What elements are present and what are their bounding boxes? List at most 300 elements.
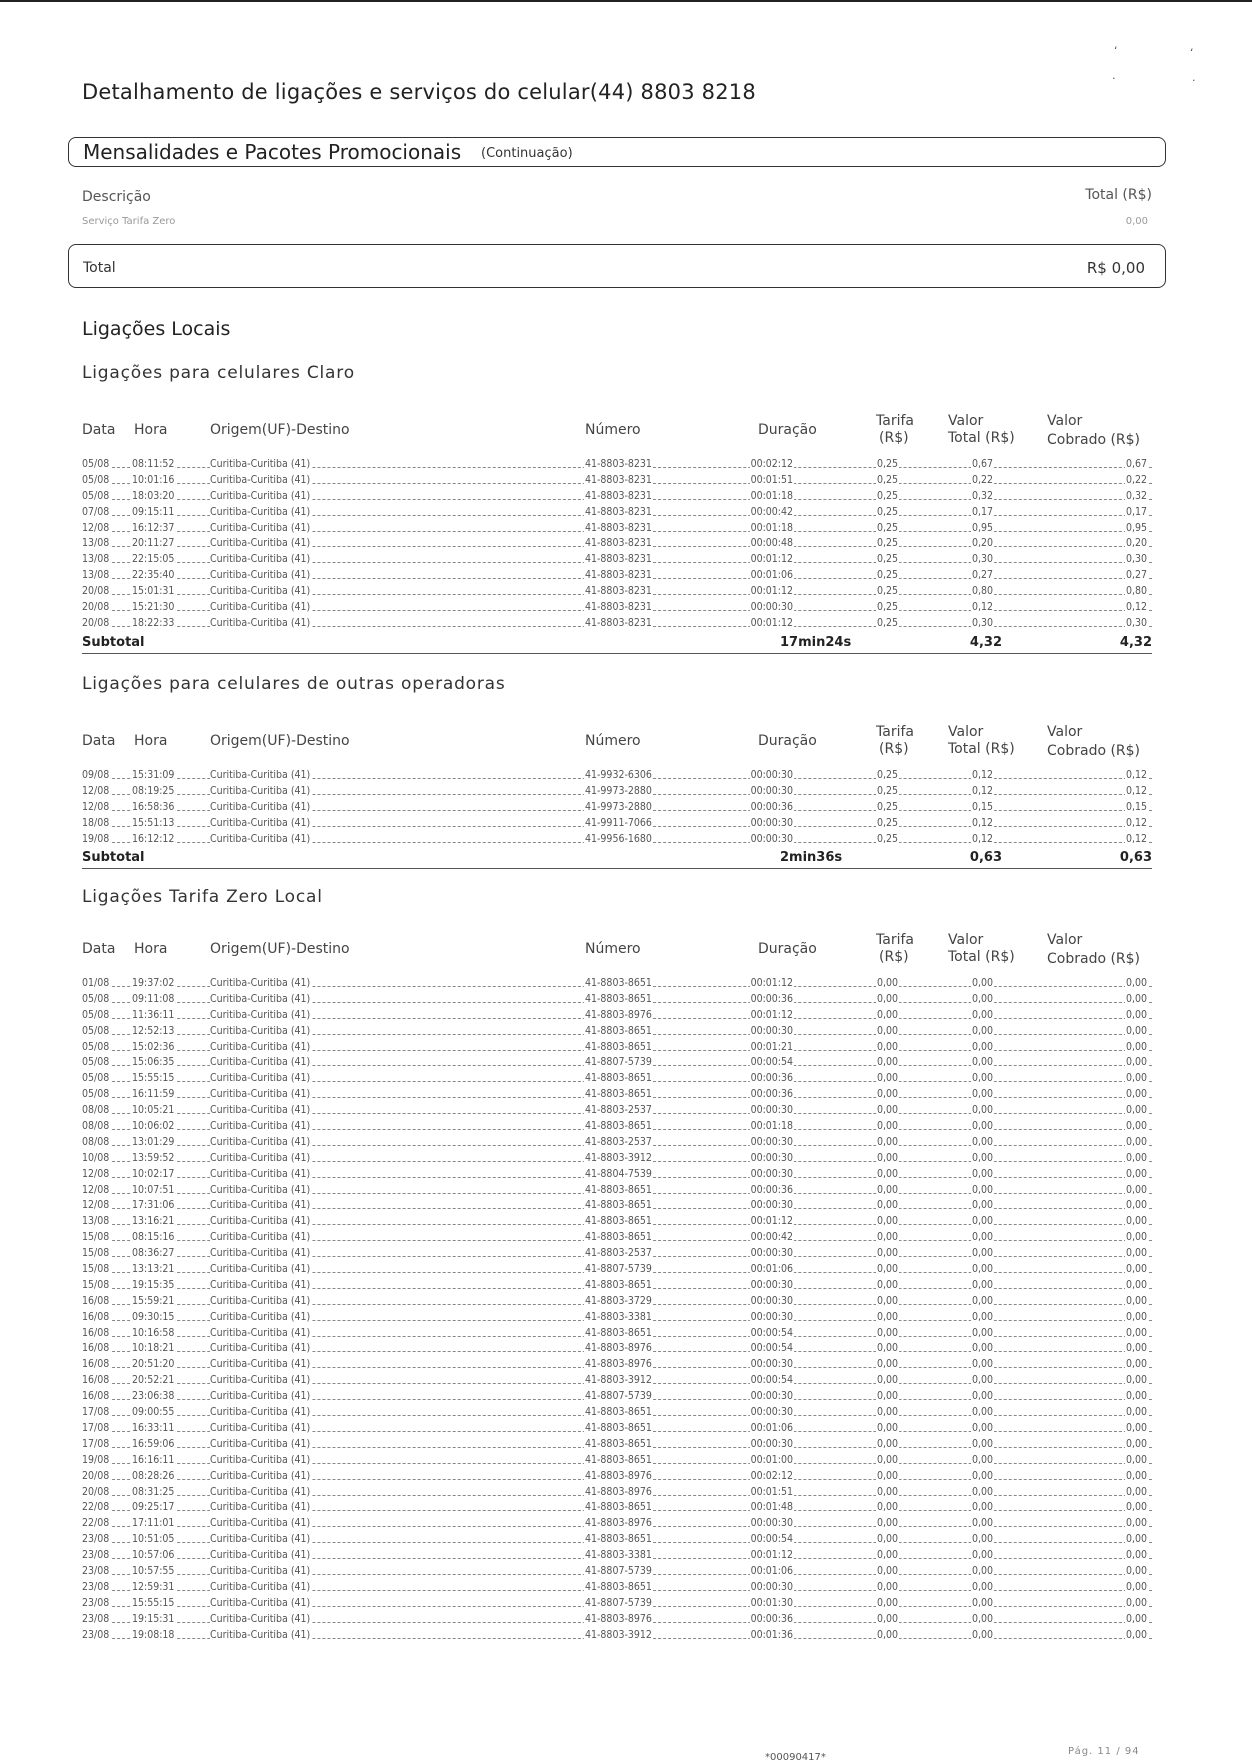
cell-charged-value: 0,00 bbox=[1125, 1596, 1147, 1609]
cell-time: 15:55:15 bbox=[132, 1072, 175, 1085]
cell-duration: 00:02:12 bbox=[750, 1469, 793, 1482]
cell-charged-value: 0,00 bbox=[1125, 1612, 1147, 1625]
cell-number: 41-8803-8651 bbox=[585, 1231, 652, 1244]
subtotal-row bbox=[82, 846, 1152, 869]
table-row bbox=[82, 1579, 1152, 1595]
cell-date: 16/08 bbox=[82, 1326, 110, 1339]
cell-number: 41-8803-8651 bbox=[585, 1501, 652, 1514]
cell-origin-destination: Curitiba-Curitiba (41) bbox=[210, 1342, 311, 1355]
cell-time: 09:25:17 bbox=[132, 1501, 175, 1514]
cell-total-value: 0,00 bbox=[971, 1104, 993, 1117]
cell-charged-value: 0,00 bbox=[1125, 1580, 1147, 1593]
cell-rate: 0,25 bbox=[877, 505, 899, 518]
cell-charged-value: 0,00 bbox=[1125, 1072, 1147, 1085]
cell-date: 19/08 bbox=[82, 832, 110, 845]
cell-total-value: 0,00 bbox=[971, 1406, 993, 1419]
cell-total-value: 0,00 bbox=[971, 1072, 993, 1085]
column-header-tarifa2: (R$) bbox=[879, 430, 909, 446]
cell-origin-destination: Curitiba-Curitiba (41) bbox=[210, 1358, 311, 1371]
cell-origin-destination: Curitiba-Curitiba (41) bbox=[210, 1135, 311, 1148]
total-column-label: Total (R$) bbox=[1085, 187, 1152, 203]
cell-charged-value: 0,80 bbox=[1125, 585, 1147, 598]
cell-origin-destination: Curitiba-Curitiba (41) bbox=[210, 1421, 311, 1434]
cell-rate: 0,00 bbox=[877, 977, 899, 989]
cell-total-value: 0,00 bbox=[971, 1120, 993, 1133]
cell-date: 05/08 bbox=[82, 1056, 110, 1069]
cell-number: 41-8803-8651 bbox=[585, 1406, 652, 1419]
cell-origin-destination: Curitiba-Curitiba (41) bbox=[210, 769, 311, 781]
cell-total-value: 0,00 bbox=[971, 1088, 993, 1101]
cell-date: 10/08 bbox=[82, 1151, 110, 1164]
cell-charged-value: 0,00 bbox=[1125, 1406, 1147, 1419]
cell-charged-value: 0,00 bbox=[1125, 1437, 1147, 1450]
cell-date: 05/08 bbox=[82, 473, 110, 486]
table-row bbox=[82, 504, 1152, 520]
cell-charged-value: 0,00 bbox=[1125, 1564, 1147, 1577]
cell-total-value: 0,00 bbox=[971, 1501, 993, 1514]
cell-rate: 0,00 bbox=[877, 1374, 899, 1387]
cell-origin-destination: Curitiba-Curitiba (41) bbox=[210, 616, 311, 629]
cell-total-value: 0,00 bbox=[971, 1008, 993, 1021]
table-row bbox=[82, 1229, 1152, 1245]
cell-total-value: 0,00 bbox=[971, 1294, 993, 1307]
cell-charged-value: 0,00 bbox=[1125, 992, 1147, 1005]
cell-time: 15:02:36 bbox=[132, 1040, 175, 1053]
cell-charged-value: 0,00 bbox=[1125, 1342, 1147, 1355]
cell-charged-value: 0,00 bbox=[1125, 1183, 1147, 1196]
cell-total-value: 0,00 bbox=[971, 1390, 993, 1403]
cell-date: 12/08 bbox=[82, 800, 110, 813]
cell-charged-value: 0,00 bbox=[1125, 1167, 1147, 1180]
table-row bbox=[82, 1547, 1152, 1563]
table-header bbox=[82, 721, 1152, 767]
cell-number: 41-8803-8651 bbox=[585, 992, 652, 1005]
cell-number: 41-8803-3912 bbox=[585, 1151, 652, 1164]
table-row bbox=[82, 1325, 1152, 1341]
column-header-duracao: Duração bbox=[758, 733, 817, 749]
cell-time: 16:12:37 bbox=[132, 521, 175, 534]
table-row bbox=[82, 783, 1152, 799]
table-row bbox=[82, 567, 1152, 583]
cell-rate: 0,00 bbox=[877, 1421, 899, 1434]
cell-rate: 0,00 bbox=[877, 1612, 899, 1625]
cell-rate: 0,25 bbox=[877, 800, 899, 813]
cell-rate: 0,00 bbox=[877, 1564, 899, 1577]
cell-origin-destination: Curitiba-Curitiba (41) bbox=[210, 800, 311, 813]
cell-total-value: 0,12 bbox=[971, 769, 993, 781]
cell-origin-destination: Curitiba-Curitiba (41) bbox=[210, 537, 311, 550]
page-number: Pág. 11 / 94 bbox=[1068, 1746, 1140, 1757]
cell-total-value: 0,22 bbox=[971, 473, 993, 486]
table-row bbox=[82, 1595, 1152, 1611]
cell-time: 10:07:51 bbox=[132, 1183, 175, 1196]
cell-charged-value: 0,00 bbox=[1125, 1358, 1147, 1371]
cell-origin-destination: Curitiba-Curitiba (41) bbox=[210, 521, 311, 534]
cell-duration: 00:00:30 bbox=[750, 1437, 793, 1450]
cell-charged-value: 0,00 bbox=[1125, 1326, 1147, 1339]
cell-date: 12/08 bbox=[82, 1183, 110, 1196]
section-title-outras: Ligações para celulares de outras operadoras bbox=[82, 674, 506, 694]
cell-charged-value: 0,00 bbox=[1125, 1215, 1147, 1228]
cell-date: 09/08 bbox=[82, 769, 110, 781]
cell-number: 41-8803-8651 bbox=[585, 1024, 652, 1037]
cell-number: 41-8803-8651 bbox=[585, 1533, 652, 1546]
cell-charged-value: 0,00 bbox=[1125, 1517, 1147, 1530]
cell-total-value: 0,00 bbox=[971, 1263, 993, 1276]
cell-date: 08/08 bbox=[82, 1135, 110, 1148]
cell-origin-destination: Curitiba-Curitiba (41) bbox=[210, 1437, 311, 1450]
cell-date: 23/08 bbox=[82, 1628, 110, 1641]
cell-number: 41-9911-7066 bbox=[585, 816, 652, 829]
cell-total-value: 0,00 bbox=[971, 1310, 993, 1323]
cell-charged-value: 0,12 bbox=[1125, 816, 1147, 829]
cell-duration: 00:00:30 bbox=[750, 1294, 793, 1307]
cell-total-value: 0,00 bbox=[971, 1469, 993, 1482]
cell-total-value: 0,00 bbox=[971, 1421, 993, 1434]
cell-origin-destination: Curitiba-Curitiba (41) bbox=[210, 992, 311, 1005]
cell-duration: 00:01:12 bbox=[750, 1008, 793, 1021]
cell-rate: 0,25 bbox=[877, 569, 899, 582]
cell-total-value: 0,00 bbox=[971, 992, 993, 1005]
column-header-tarifa1: Tarifa bbox=[876, 724, 914, 740]
cell-number: 41-8803-8651 bbox=[585, 1453, 652, 1466]
cell-origin-destination: Curitiba-Curitiba (41) bbox=[210, 1628, 311, 1641]
cell-rate: 0,00 bbox=[877, 1437, 899, 1450]
cell-rate: 0,00 bbox=[877, 1151, 899, 1164]
cell-number: 41-8803-8231 bbox=[585, 553, 652, 566]
cell-number: 41-8803-8976 bbox=[585, 1342, 652, 1355]
cell-total-value: 0,15 bbox=[971, 800, 993, 813]
cell-number: 41-9973-2880 bbox=[585, 800, 652, 813]
cell-origin-destination: Curitiba-Curitiba (41) bbox=[210, 1294, 311, 1307]
column-header-data: Data bbox=[82, 422, 116, 438]
cell-total-value: 0,00 bbox=[971, 1167, 993, 1180]
cell-number: 41-8803-8651 bbox=[585, 1120, 652, 1133]
cell-total-value: 0,12 bbox=[971, 601, 993, 614]
cell-rate: 0,25 bbox=[877, 816, 899, 829]
cell-rate: 0,00 bbox=[877, 1580, 899, 1593]
cell-number: 41-8807-5739 bbox=[585, 1056, 652, 1069]
cell-charged-value: 0,00 bbox=[1125, 1421, 1147, 1434]
cell-date: 07/08 bbox=[82, 505, 110, 518]
cell-duration: 00:00:30 bbox=[750, 769, 793, 781]
column-header-vt2: Total (R$) bbox=[948, 430, 1015, 446]
cell-duration: 00:01:12 bbox=[750, 977, 793, 989]
cell-duration: 00:00:54 bbox=[750, 1533, 793, 1546]
cell-charged-value: 0,12 bbox=[1125, 601, 1147, 614]
top-edge-rule bbox=[0, 0, 1252, 2]
subtotal-duration: 17min24s bbox=[780, 634, 852, 650]
cell-time: 16:16:11 bbox=[132, 1453, 175, 1466]
cell-time: 20:11:27 bbox=[132, 537, 175, 550]
cell-duration: 00:00:54 bbox=[750, 1374, 793, 1387]
cell-number: 41-8803-8651 bbox=[585, 977, 652, 989]
cell-duration: 00:00:30 bbox=[750, 784, 793, 797]
cell-rate: 0,25 bbox=[877, 616, 899, 629]
cell-origin-destination: Curitiba-Curitiba (41) bbox=[210, 1501, 311, 1514]
cell-date: 08/08 bbox=[82, 1104, 110, 1117]
cell-rate: 0,25 bbox=[877, 553, 899, 566]
cell-total-value: 0,12 bbox=[971, 816, 993, 829]
cell-date: 20/08 bbox=[82, 616, 110, 629]
cell-number: 41-8803-8976 bbox=[585, 1485, 652, 1498]
cell-charged-value: 0,27 bbox=[1125, 569, 1147, 582]
cell-duration: 00:00:30 bbox=[750, 601, 793, 614]
table-row bbox=[82, 1436, 1152, 1452]
cell-charged-value: 0,00 bbox=[1125, 1151, 1147, 1164]
table-row bbox=[82, 975, 1152, 991]
column-header-duracao: Duração bbox=[758, 941, 817, 957]
column-header-vt1: Valor bbox=[948, 932, 984, 948]
cell-date: 19/08 bbox=[82, 1453, 110, 1466]
cell-rate: 0,25 bbox=[877, 489, 899, 502]
cell-charged-value: 0,00 bbox=[1125, 1310, 1147, 1323]
table-row bbox=[82, 1309, 1152, 1325]
cell-origin-destination: Curitiba-Curitiba (41) bbox=[210, 1072, 311, 1085]
cell-charged-value: 0,00 bbox=[1125, 1088, 1147, 1101]
cell-total-value: 0,32 bbox=[971, 489, 993, 502]
cell-date: 17/08 bbox=[82, 1421, 110, 1434]
cell-rate: 0,00 bbox=[877, 1072, 899, 1085]
table-row bbox=[82, 1054, 1152, 1070]
cell-time: 16:12:12 bbox=[132, 832, 175, 845]
cell-number: 41-8803-8231 bbox=[585, 601, 652, 614]
cell-duration: 00:01:06 bbox=[750, 1564, 793, 1577]
cell-rate: 0,00 bbox=[877, 1278, 899, 1291]
cell-origin-destination: Curitiba-Curitiba (41) bbox=[210, 601, 311, 614]
cell-duration: 00:01:51 bbox=[750, 473, 793, 486]
cell-origin-destination: Curitiba-Curitiba (41) bbox=[210, 1088, 311, 1101]
table-row bbox=[82, 991, 1152, 1007]
cell-charged-value: 0,00 bbox=[1125, 1231, 1147, 1244]
cell-origin-destination: Curitiba-Curitiba (41) bbox=[210, 1040, 311, 1053]
cell-number: 41-9956-1680 bbox=[585, 832, 652, 845]
cell-number: 41-8803-8651 bbox=[585, 1437, 652, 1450]
cell-number: 41-8803-8651 bbox=[585, 1183, 652, 1196]
cell-rate: 0,00 bbox=[877, 1024, 899, 1037]
table-row bbox=[82, 1388, 1152, 1404]
cell-time: 10:51:05 bbox=[132, 1533, 175, 1546]
cell-date: 13/08 bbox=[82, 569, 110, 582]
cell-rate: 0,00 bbox=[877, 1199, 899, 1212]
cell-number: 41-8803-8976 bbox=[585, 1008, 652, 1021]
cell-total-value: 0,00 bbox=[971, 1326, 993, 1339]
column-header-vt2: Total (R$) bbox=[948, 949, 1015, 965]
cell-duration: 00:00:48 bbox=[750, 537, 793, 550]
cell-rate: 0,25 bbox=[877, 601, 899, 614]
section-title-claro: Ligações para celulares Claro bbox=[82, 363, 355, 383]
cell-number: 41-8803-2537 bbox=[585, 1135, 652, 1148]
cell-rate: 0,00 bbox=[877, 1358, 899, 1371]
table-row bbox=[82, 615, 1152, 631]
table-row bbox=[82, 583, 1152, 599]
cell-total-value: 0,00 bbox=[971, 1437, 993, 1450]
cell-number: 41-8803-3381 bbox=[585, 1310, 652, 1323]
cell-time: 11:36:11 bbox=[132, 1008, 175, 1021]
cell-origin-destination: Curitiba-Curitiba (41) bbox=[210, 1167, 311, 1180]
cell-number: 41-8803-8231 bbox=[585, 616, 652, 629]
cell-time: 13:59:52 bbox=[132, 1151, 175, 1164]
cell-date: 22/08 bbox=[82, 1517, 110, 1530]
cell-number: 41-8803-8976 bbox=[585, 1358, 652, 1371]
table-row bbox=[82, 1182, 1152, 1198]
cell-time: 08:15:16 bbox=[132, 1231, 175, 1244]
cell-origin-destination: Curitiba-Curitiba (41) bbox=[210, 473, 311, 486]
table-header bbox=[82, 929, 1152, 975]
cell-rate: 0,25 bbox=[877, 585, 899, 598]
cell-duration: 00:00:36 bbox=[750, 1088, 793, 1101]
cell-total-value: 0,00 bbox=[971, 1580, 993, 1593]
cell-time: 20:51:20 bbox=[132, 1358, 175, 1371]
cell-date: 01/08 bbox=[82, 977, 110, 989]
cell-duration: 00:00:36 bbox=[750, 992, 793, 1005]
cell-duration: 00:00:54 bbox=[750, 1056, 793, 1069]
description-column-label: Descrição bbox=[82, 189, 151, 205]
cell-rate: 0,00 bbox=[877, 1390, 899, 1403]
cell-date: 23/08 bbox=[82, 1549, 110, 1562]
cell-time: 12:59:31 bbox=[132, 1580, 175, 1593]
cell-duration: 00:01:12 bbox=[750, 1549, 793, 1562]
cell-total-value: 0,20 bbox=[971, 537, 993, 550]
cell-time: 22:15:05 bbox=[132, 553, 175, 566]
cell-rate: 0,25 bbox=[877, 769, 899, 781]
cell-duration: 00:00:54 bbox=[750, 1326, 793, 1339]
cell-total-value: 0,00 bbox=[971, 1374, 993, 1387]
cell-charged-value: 0,67 bbox=[1125, 458, 1147, 470]
cell-time: 19:15:35 bbox=[132, 1278, 175, 1291]
cell-date: 13/08 bbox=[82, 537, 110, 550]
cell-rate: 0,00 bbox=[877, 1183, 899, 1196]
cell-total-value: 0,27 bbox=[971, 569, 993, 582]
table-row bbox=[82, 1039, 1152, 1055]
cell-duration: 00:00:30 bbox=[750, 1167, 793, 1180]
cell-duration: 00:00:30 bbox=[750, 816, 793, 829]
cell-charged-value: 0,00 bbox=[1125, 1533, 1147, 1546]
cell-total-value: 0,00 bbox=[971, 1612, 993, 1625]
subtotal-total-value: 0,63 bbox=[969, 850, 1002, 866]
cell-charged-value: 0,20 bbox=[1125, 537, 1147, 550]
cell-duration: 00:00:42 bbox=[750, 1231, 793, 1244]
cell-rate: 0,00 bbox=[877, 1628, 899, 1641]
cell-time: 15:01:31 bbox=[132, 585, 175, 598]
total-value: R$ 0,00 bbox=[1086, 259, 1145, 277]
cell-charged-value: 0,30 bbox=[1125, 616, 1147, 629]
cell-charged-value: 0,00 bbox=[1125, 1453, 1147, 1466]
cell-duration: 00:01:36 bbox=[750, 1628, 793, 1641]
cell-charged-value: 0,00 bbox=[1125, 1263, 1147, 1276]
cell-rate: 0,00 bbox=[877, 1533, 899, 1546]
cell-duration: 00:01:06 bbox=[750, 1263, 793, 1276]
ligacoes-locais-title: Ligações Locais bbox=[82, 318, 231, 340]
cell-origin-destination: Curitiba-Curitiba (41) bbox=[210, 1374, 311, 1387]
table-header bbox=[82, 410, 1152, 456]
table-row bbox=[82, 520, 1152, 536]
cell-number: 41-8803-8651 bbox=[585, 1215, 652, 1228]
cell-duration: 00:00:30 bbox=[750, 1406, 793, 1419]
column-header-tarifa2: (R$) bbox=[879, 741, 909, 757]
column-header-vt1: Valor bbox=[948, 413, 984, 429]
cell-rate: 0,25 bbox=[877, 458, 899, 470]
cell-number: 41-8803-8651 bbox=[585, 1326, 652, 1339]
cell-duration: 00:00:30 bbox=[750, 1151, 793, 1164]
cell-rate: 0,00 bbox=[877, 1167, 899, 1180]
cell-origin-destination: Curitiba-Curitiba (41) bbox=[210, 1151, 311, 1164]
column-header-hora: Hora bbox=[134, 733, 168, 749]
cell-duration: 00:00:36 bbox=[750, 800, 793, 813]
cell-date: 05/08 bbox=[82, 1072, 110, 1085]
cell-time: 09:00:55 bbox=[132, 1406, 175, 1419]
cell-time: 08:31:25 bbox=[132, 1485, 175, 1498]
table-row bbox=[82, 1245, 1152, 1261]
cell-total-value: 0,12 bbox=[971, 832, 993, 845]
table-row bbox=[82, 1404, 1152, 1420]
cell-charged-value: 0,00 bbox=[1125, 1501, 1147, 1514]
cell-origin-destination: Curitiba-Curitiba (41) bbox=[210, 1104, 311, 1117]
cell-date: 23/08 bbox=[82, 1564, 110, 1577]
cell-total-value: 0,00 bbox=[971, 1358, 993, 1371]
column-header-origem: Origem(UF)-Destino bbox=[210, 733, 350, 749]
cell-number: 41-8803-2537 bbox=[585, 1104, 652, 1117]
cell-charged-value: 0,00 bbox=[1125, 1628, 1147, 1641]
cell-time: 15:51:13 bbox=[132, 816, 175, 829]
cell-total-value: 0,17 bbox=[971, 505, 993, 518]
cell-duration: 00:01:18 bbox=[750, 1120, 793, 1133]
cell-rate: 0,00 bbox=[877, 1263, 899, 1276]
cell-charged-value: 0,00 bbox=[1125, 1040, 1147, 1053]
cell-date: 20/08 bbox=[82, 585, 110, 598]
cell-date: 15/08 bbox=[82, 1278, 110, 1291]
column-header-vc2: Cobrado (R$) bbox=[1047, 432, 1141, 448]
cell-time: 08:11:52 bbox=[132, 458, 175, 470]
column-header-numero: Número bbox=[585, 941, 641, 957]
cell-date: 23/08 bbox=[82, 1612, 110, 1625]
cell-date: 13/08 bbox=[82, 553, 110, 566]
cell-duration: 00:01:21 bbox=[750, 1040, 793, 1053]
service-name: Serviço Tarifa Zero bbox=[82, 216, 176, 227]
cell-rate: 0,00 bbox=[877, 1549, 899, 1562]
cell-rate: 0,00 bbox=[877, 1453, 899, 1466]
cell-charged-value: 0,00 bbox=[1125, 1135, 1147, 1148]
cell-rate: 0,00 bbox=[877, 1596, 899, 1609]
cell-rate: 0,00 bbox=[877, 1517, 899, 1530]
cell-time: 08:28:26 bbox=[132, 1469, 175, 1482]
cell-date: 05/08 bbox=[82, 458, 110, 470]
cell-number: 41-9973-2880 bbox=[585, 784, 652, 797]
table-row bbox=[82, 1452, 1152, 1468]
table-row bbox=[82, 1293, 1152, 1309]
cell-number: 41-8803-8651 bbox=[585, 1040, 652, 1053]
cell-rate: 0,25 bbox=[877, 832, 899, 845]
cell-origin-destination: Curitiba-Curitiba (41) bbox=[210, 1120, 311, 1133]
cell-date: 12/08 bbox=[82, 1199, 110, 1212]
cell-number: 41-8803-3912 bbox=[585, 1374, 652, 1387]
table-row bbox=[82, 831, 1152, 847]
cell-duration: 00:01:06 bbox=[750, 1421, 793, 1434]
cell-number: 41-8803-8651 bbox=[585, 1278, 652, 1291]
table-row bbox=[82, 1420, 1152, 1436]
print-registration-marks: ʻ ʻ · · bbox=[1112, 44, 1196, 87]
cell-date: 08/08 bbox=[82, 1120, 110, 1133]
cell-rate: 0,25 bbox=[877, 784, 899, 797]
cell-date: 20/08 bbox=[82, 601, 110, 614]
cell-rate: 0,00 bbox=[877, 1485, 899, 1498]
cell-duration: 00:00:30 bbox=[750, 832, 793, 845]
footer-barcode-text: *00090417* bbox=[765, 1752, 826, 1763]
cell-origin-destination: Curitiba-Curitiba (41) bbox=[210, 1278, 311, 1291]
cell-total-value: 0,00 bbox=[971, 1199, 993, 1212]
table-row bbox=[82, 1213, 1152, 1229]
table-row bbox=[82, 1166, 1152, 1182]
